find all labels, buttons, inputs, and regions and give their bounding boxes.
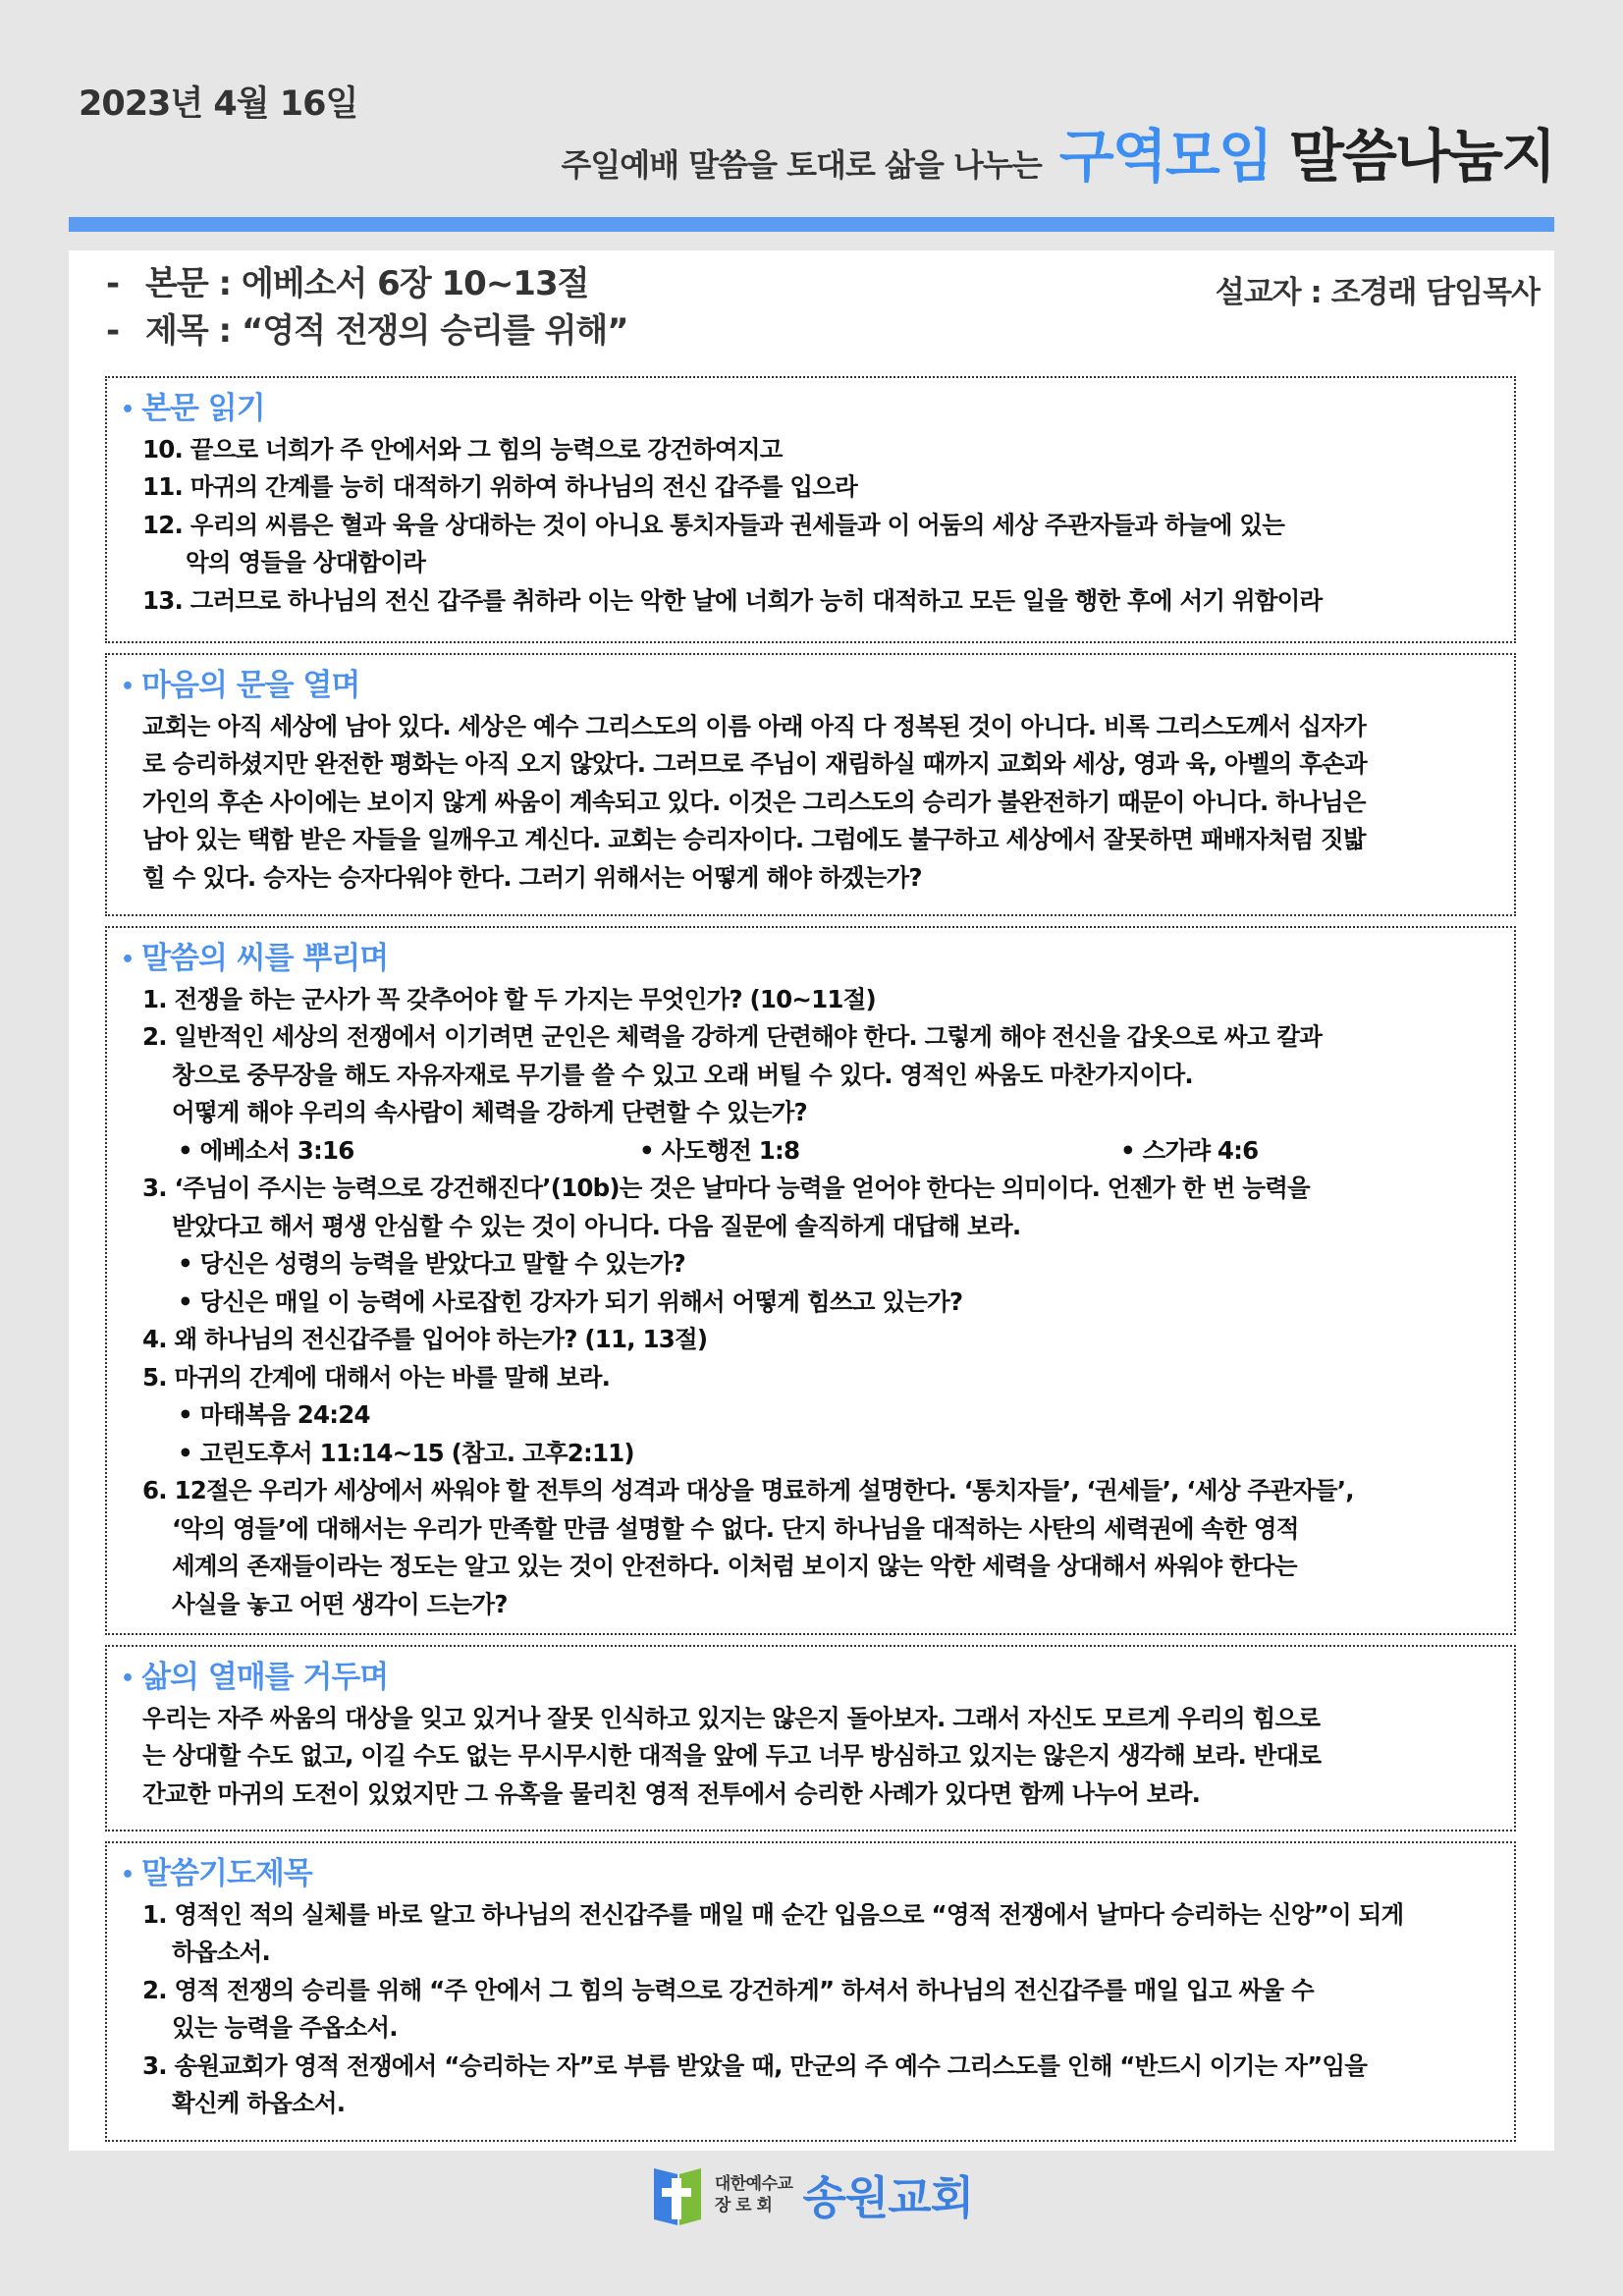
dash-marker: - xyxy=(106,311,120,351)
paragraph-line: 가인의 후손 사이에는 보이지 않게 싸움이 계속되고 있다. 이것은 그리스도의 승리가 불완전하기 때문이 아니다. 하나님은 xyxy=(142,787,1366,816)
sermon-title: 제목 : “영적 전쟁의 승리를 위해” xyxy=(145,311,628,351)
bullet-dot-icon: • xyxy=(121,1862,135,1887)
question-line: 세계의 존재들이라는 정도는 알고 있는 것이 안전하다. 이처럼 보이지 않는 악한 세력을 상대해서 싸워야 한다는 xyxy=(172,1552,1297,1580)
question-line: 1. 전쟁을 하는 군사가 꼭 갖추어야 할 두 가지는 무엇인가? (10~11절) xyxy=(142,984,876,1013)
prayer-line: 3. 송원교회가 영적 전쟁에서 “승리하는 자”로 부름 받았을 때, 만군의 주 예수 그리스도를 인해 “반드시 이기는 자”임을 xyxy=(142,2050,1368,2080)
verse-line: 11. 마귀의 간계를 능히 대적하기 위하여 하나님의 전신 갑주를 입으라 xyxy=(142,472,857,501)
section-prayer xyxy=(105,1841,1516,2142)
paragraph-line: 는 상대할 수도 없고, 이길 수도 없는 무시무시한 대적을 앞에 두고 너무 방심하고 있지는 않은지 생각해 보라. 반대로 xyxy=(142,1741,1322,1770)
question-line: ‘악의 영들’에 대해서는 우리가 만족할 만큼 설명할 수 없다. 단지 하나님을 대적하는 사탄의 세력권에 속한 영적 xyxy=(172,1513,1299,1543)
section-title: • 말씀의 씨를 뿌리며 xyxy=(121,941,389,976)
bullet-dot-icon: • xyxy=(121,397,135,422)
section-harvest xyxy=(105,1645,1516,1831)
passage: 본문 : 에베소서 6장 10~13절 xyxy=(145,264,589,303)
question-line: 4. 왜 하나님의 전신갑주를 입어야 하는가? (11, 13절) xyxy=(142,1325,708,1353)
prayer-line: 하옵소서. xyxy=(172,1938,270,1966)
paragraph-line: 남아 있는 택함 받은 자들을 일깨우고 계신다. 교회는 승리자이다. 그럼에도 불구하고 세상에서 잘못하면 패배자처럼 짓밟 xyxy=(142,825,1366,853)
header-title-dark: 말씀나눔지 xyxy=(1288,123,1554,190)
church-logo xyxy=(650,2162,973,2227)
paragraph-line: 간교한 마귀의 도전이 있었지만 그 유혹을 물리친 영적 전투에서 승리한 사례가 있다면 함께 나누어 보라. xyxy=(142,1778,1201,1808)
paragraph-line: 교회는 아직 세상에 남아 있다. 세상은 예수 그리스도의 이름 아래 아직 다 정복된 것이 아니다. 비록 그리스도께서 십자가 xyxy=(142,711,1367,740)
reference-row xyxy=(121,1132,1500,1171)
header-title xyxy=(561,110,1554,192)
sermon-title-line xyxy=(106,307,628,355)
reference-item: • 사도행전 1:8 xyxy=(639,1135,800,1165)
paragraph-line: 로 승리하셨지만 완전한 평화는 아직 오지 않았다. 그러므로 주님이 재림하실 때까지 교회와 세상, 영과 육, 아벨의 후손과 xyxy=(142,749,1367,778)
verse-line: 13. 그러므로 하나님의 전신 갑주를 취하라 이는 악한 날에 너희가 능히 대적하고 모든 일을 행한 후에 서기 위함이라 xyxy=(142,585,1323,615)
bullet-dot-icon: • xyxy=(121,1666,135,1691)
reference-item: • 스가랴 4:6 xyxy=(1120,1135,1259,1165)
denomination xyxy=(715,2173,793,2216)
bullet-line: • 당신은 매일 이 능력에 사로잡힌 강자가 되기 위해서 어떻게 힘쓰고 있는가? xyxy=(178,1286,963,1316)
section-title: • 본문 읽기 xyxy=(121,391,265,426)
section-title: • 마음의 문을 열며 xyxy=(121,668,360,703)
footer xyxy=(0,2156,1623,2234)
question-line: 창으로 중무장을 해도 자유자재로 무기를 쓸 수 있고 오래 버틸 수 있다. 영적인 싸움도 마찬가지이다. xyxy=(172,1060,1193,1089)
paragraph-line: 힐 수 있다. 승자는 승자다워야 한다. 그러기 위해서는 어떻게 해야 하겠는가? xyxy=(142,862,922,892)
verse-line: 10. 끝으로 너희가 주 안에서와 그 힘의 능력으로 강건하여지고 xyxy=(142,434,783,464)
section-seed xyxy=(105,926,1516,1635)
bullet-dot-icon: • xyxy=(121,947,135,972)
content-paper xyxy=(69,250,1554,2151)
passage-line xyxy=(106,260,628,307)
question-line: 3. ‘주님이 주시는 능력으로 강건해진다’(10b)는 것은 날마다 능력을 얻어야 한다는 의미이다. 언젠가 한 번 능력을 xyxy=(142,1174,1310,1202)
question-line: 5. 마귀의 간계에 대해서 아는 바를 말해 보라. xyxy=(142,1362,611,1392)
verse-line: 악의 영들을 상대함이라 xyxy=(186,548,426,576)
denomination-bottom: 장 로 회 xyxy=(714,2196,773,2215)
question-line: 6. 12절은 우리가 세상에서 싸워야 할 전투의 성격과 대상을 명료하게 설명한다. ‘통치자들’, ‘권세들’, ‘세상 주관자들’, xyxy=(142,1476,1354,1504)
header-subtitle: 주일예배 말씀을 토대로 삶을 나누는 xyxy=(561,146,1042,184)
prayer-line: 2. 영적 전쟁의 승리를 위해 “주 안에서 그 힘의 능력으로 강건하게” 하셔서 하나님의 전신갑주를 매일 입고 싸울 수 xyxy=(142,1975,1314,2004)
section-reading xyxy=(105,376,1516,643)
question-line: 사실을 놓고 어떤 생각이 드는가? xyxy=(172,1589,508,1618)
bullet-dot-icon: • xyxy=(121,674,135,699)
header-divider xyxy=(69,217,1554,232)
question-line: 2. 일반적인 세상의 전쟁에서 이기려면 군인은 체력을 강하게 단련해야 한다. 그렇게 해야 전신을 갑옷으로 싸고 칼과 xyxy=(142,1022,1323,1051)
bullet-line: • 마태복음 24:24 xyxy=(178,1400,370,1429)
question-line: 받았다고 해서 평생 안심할 수 있는 것이 아니다. 다음 질문에 솔직하게 대답해 보라. xyxy=(172,1211,1021,1240)
prayer-line: 확신케 하옵소서. xyxy=(172,2089,346,2117)
section-title: • 삶의 열매를 거두며 xyxy=(121,1660,389,1695)
header-title-blue: 구역모임 xyxy=(1058,123,1271,190)
cross-book-icon xyxy=(650,2162,705,2227)
question-line: 어떻게 해야 우리의 속사람이 체력을 강하게 단련할 수 있는가? xyxy=(172,1098,807,1126)
church-name: 송원교회 xyxy=(802,2171,974,2224)
preacher: 설교자 : 조경래 담임목사 xyxy=(1215,275,1540,310)
denomination-top: 대한예수교 xyxy=(714,2174,793,2194)
bullet-line: • 당신은 성령의 능력을 받았다고 말할 수 있는가? xyxy=(178,1249,685,1278)
bullet-line: • 고린도후서 11:14~15 (참고. 고후2:11) xyxy=(178,1438,634,1467)
reference-item: • 에베소서 3:16 xyxy=(178,1135,354,1165)
paragraph-line: 우리는 자주 싸움의 대상을 잊고 있거나 잘못 인식하고 있지는 않은지 돌아보자. 그래서 자신도 모르게 우리의 힘으로 xyxy=(142,1703,1321,1732)
date: 2023년 4월 16일 xyxy=(79,84,358,124)
dash-marker: - xyxy=(106,264,120,303)
section-opening xyxy=(105,653,1516,916)
section-title: • 말씀기도제목 xyxy=(121,1856,312,1891)
sermon-meta xyxy=(106,260,628,355)
verse-line: 12. 우리의 씨름은 혈과 육을 상대하는 것이 아니요 통치자들과 권세들과 이 어둠의 세상 주관자들과 하늘에 있는 xyxy=(142,510,1285,539)
prayer-line: 있는 능력을 주옵소서. xyxy=(172,2013,398,2042)
prayer-line: 1. 영적인 적의 실체를 바로 알고 하나님의 전신갑주를 매일 매 순간 입음으로 “영적 전쟁에서 날마다 승리하는 신앙”이 되게 xyxy=(142,1899,1404,1929)
